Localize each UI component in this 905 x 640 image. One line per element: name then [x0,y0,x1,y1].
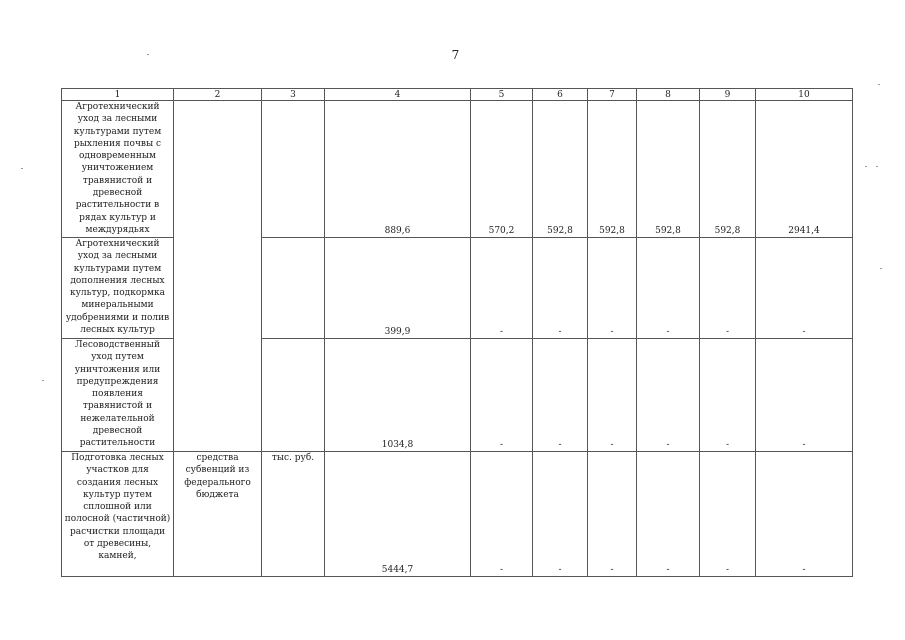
column-header: 9 [700,89,756,101]
scan-speck [878,84,880,85]
column-header: 5 [471,89,533,101]
row-value: - [756,339,853,452]
row-value: - [700,339,756,452]
scan-speck [865,166,867,167]
scan-speck [42,380,44,381]
page-number: 7 [451,48,460,62]
column-header: 2 [174,89,262,101]
scan-speck [876,166,878,167]
row-value: 592,8 [533,101,588,238]
scan-speck [147,54,149,55]
row-value: - [471,452,533,577]
row-value: 1034,8 [325,339,471,452]
row-value: - [533,452,588,577]
table-row [62,101,853,238]
row-unit [262,101,325,238]
row-name: Агротехнический уход за лесными культурами путем дополнения лесных культур, подкормка минеральными удобрениями и полив лесных культур [62,238,174,339]
row-value: 570,2 [471,101,533,238]
row-value: - [588,339,637,452]
row-value: - [756,238,853,339]
row-value: 592,8 [637,101,700,238]
row-value: 399,9 [325,238,471,339]
row-value: - [588,452,637,577]
scan-speck [21,168,23,169]
row-unit [262,238,325,339]
row-unit: тыс. руб. [262,452,325,577]
column-header: 4 [325,89,471,101]
row-name: Подготовка лесных участков для создания лесных культур путем сплошной или полосной (частичной) расчистки площади от древесины, камней, [62,452,174,577]
column-header: 1 [62,89,174,101]
data-table [61,88,853,577]
column-header: 7 [588,89,637,101]
column-header: 6 [533,89,588,101]
table-row [62,452,853,577]
row-value: - [471,339,533,452]
row-value: - [756,452,853,577]
row-name: Агротехнический уход за лесными культурами путем рыхления почвы с одновременным уничтожением травянистой и древесной растительности в рядах культур и междурядьях [62,101,174,238]
row-value: - [588,238,637,339]
row-value: - [637,452,700,577]
row-value: 2941,4 [756,101,853,238]
row-value: - [533,238,588,339]
row-value: - [637,238,700,339]
row-source: средства субвенций из федерального бюджета [174,452,262,577]
column-header: 8 [637,89,700,101]
row-value: 592,8 [588,101,637,238]
row-value: - [471,238,533,339]
row-name: Лесоводственный уход путем уничтожения или предупреждения появления травянистой и нежелательной древесной растительности [62,339,174,452]
column-header: 3 [262,89,325,101]
scan-speck [880,268,882,269]
row-value: - [700,452,756,577]
table-header-row [62,89,853,101]
row-value: 889,6 [325,101,471,238]
row-source [174,101,262,452]
row-value: 5444,7 [325,452,471,577]
column-header: 10 [756,89,853,101]
row-value: - [700,238,756,339]
row-value: 592,8 [700,101,756,238]
row-value: - [533,339,588,452]
row-value: - [637,339,700,452]
row-unit [262,339,325,452]
